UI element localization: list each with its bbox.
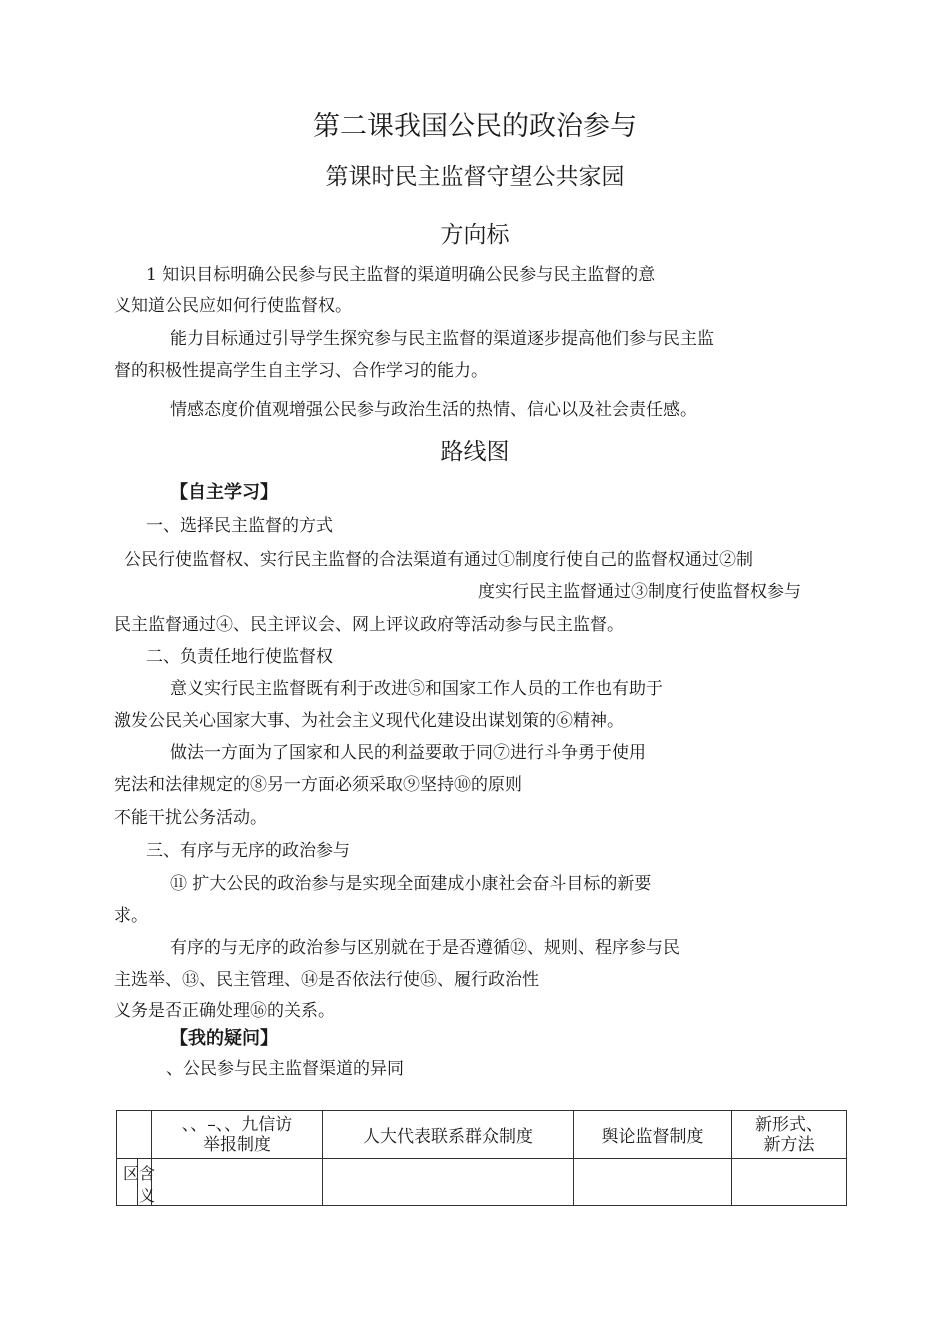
questions-heading: 【我的疑问】 xyxy=(170,1028,278,1049)
page-title: 第二课我国公民的政治参与 xyxy=(313,111,637,142)
section3-title: 三、有序与无序的政治参与 xyxy=(146,841,350,861)
row-label-b2: 义 xyxy=(139,1186,156,1205)
header-new-methods-line1: 新形式、 xyxy=(755,1114,823,1135)
section2-p1-line2: 激发公民关心国家大事、为社会主义现代化建设出谋划策的⑥精神。 xyxy=(114,711,624,731)
section3-p1-line1: ⑪ 扩大公民的政治参与是实现全面建成小康社会奋斗目标的新要 xyxy=(170,874,652,894)
knowledge-goal-line2: 义知道公民应如何行使监督权。 xyxy=(114,296,352,316)
self-study-heading: 【自主学习】 xyxy=(170,482,278,503)
section3-p1-line2: 求。 xyxy=(114,906,148,926)
row-label-cell xyxy=(117,1159,156,1206)
row-label-b1: 含 xyxy=(139,1164,156,1183)
header-petition-line2: 举报制度 xyxy=(203,1134,271,1155)
section1-line2: 度实行民主监督通过③制度行使监督权参与 xyxy=(478,582,801,602)
row-label-a: 区 xyxy=(123,1164,140,1183)
table-cell[interactable] xyxy=(323,1159,574,1206)
question-item: 、公民参与民主监督渠道的异同 xyxy=(166,1059,404,1079)
header-petition-line1: 、、–、、九信访 xyxy=(181,1114,293,1135)
header-public-opinion: 舆论监督制度 xyxy=(574,1111,732,1159)
page-subtitle: 第课时民主监督守望公共家园 xyxy=(325,164,625,190)
table-cell[interactable] xyxy=(152,1159,323,1206)
section3-p2-line1: 有序的与无序的政治参与区别就在于是否遵循⑫、规则、程序参与民 xyxy=(170,938,680,958)
section2-p2-line3: 不能干扰公务活动。 xyxy=(114,808,267,828)
header-new-methods-line2: 新方法 xyxy=(763,1134,815,1155)
section3-p2-line2: 主选举、⑬、民主管理、⑭是否依法行使⑮、履行政治性 xyxy=(114,970,539,990)
table-corner-cell xyxy=(117,1111,152,1159)
header-new-methods xyxy=(732,1111,847,1159)
emotion-goal: 情感态度价值观增强公民参与政治生活的热情、信心以及社会责任感。 xyxy=(170,400,697,420)
table-row xyxy=(117,1159,847,1206)
roadmap-heading: 路线图 xyxy=(440,439,510,465)
section1-line3: 民主监督通过④、民主评议会、网上评议政府等活动参与民主监督。 xyxy=(114,615,624,635)
comparison-table xyxy=(116,1110,847,1206)
header-npc-deputies: 人大代表联系群众制度 xyxy=(323,1111,574,1159)
table-cell[interactable] xyxy=(574,1159,732,1206)
knowledge-goal-line1: 1 知识目标明确公民参与民主监督的渠道明确公民参与民主监督的意 xyxy=(146,265,656,285)
ability-goal-line1: 能力目标通过引导学生探究参与民主监督的渠道逐步提高他们参与民主监 xyxy=(170,329,714,349)
section3-p2-line3: 义务是否正确处理⑯的关系。 xyxy=(114,1001,335,1021)
section1-title: 一、选择民主监督的方式 xyxy=(146,516,333,536)
section2-p2-line1: 做法一方面为了国家和人民的利益要敢于同⑦进行斗争勇于使用 xyxy=(170,743,646,763)
table-cell[interactable] xyxy=(732,1159,847,1206)
section2-p2-line2: 宪法和法律规定的⑧另一方面必须采取⑨坚持⑩的原则 xyxy=(114,775,522,795)
section2-title: 二、负责任地行使监督权 xyxy=(146,647,333,667)
goals-heading: 方向标 xyxy=(440,222,510,248)
ability-goal-line2: 督的积极性提高学生自主学习、合作学习的能力。 xyxy=(114,361,488,381)
table-header-row xyxy=(117,1111,847,1159)
section2-p1-line1: 意义实行民主监督既有利于改进⑤和国家工作人员的工作也有助于 xyxy=(170,679,663,699)
section1-line1: 公民行使监督权、实行民主监督的合法渠道有通过①制度行使自己的监督权通过②制 xyxy=(124,550,753,570)
header-petition-report xyxy=(152,1111,323,1159)
